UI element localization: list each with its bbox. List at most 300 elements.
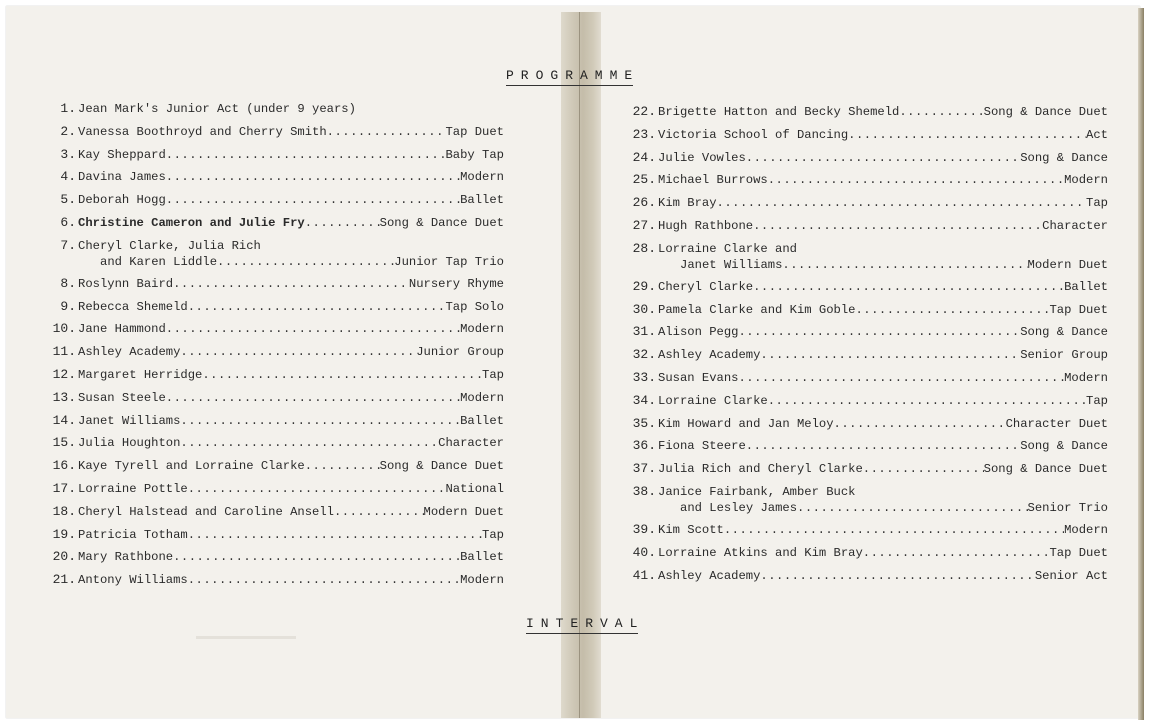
entry-body	[658, 150, 1108, 173]
dot-leader	[782, 257, 1027, 273]
performer-name: Kim Scott	[658, 522, 724, 537]
dance-style: Ballet	[460, 550, 504, 565]
entry-number: 34.	[632, 392, 656, 408]
entry-body	[658, 302, 1108, 325]
entry-line-continued	[658, 500, 1108, 516]
performer-name: Julia Houghton	[78, 436, 181, 451]
entry-line	[658, 522, 1108, 538]
performer-name: Michael Burrows	[658, 173, 768, 188]
dance-style: Song & Dance Duet	[983, 105, 1108, 119]
entry-body	[78, 572, 504, 595]
entry-line	[78, 458, 504, 474]
programme-entry	[48, 572, 504, 595]
interval-underline	[526, 633, 638, 634]
entry-line	[78, 124, 504, 140]
dance-style: Song & Dance Duet	[379, 215, 504, 230]
entry-body	[78, 215, 504, 238]
performer-name: Deborah Hogg	[78, 193, 166, 208]
entry-number: 30.	[632, 301, 656, 317]
performer-name: Vanessa Boothroyd and Cherry Smith	[78, 124, 327, 139]
entry-line	[658, 127, 1108, 143]
dance-style: Song & Dance	[1020, 439, 1108, 454]
entry-body	[658, 416, 1108, 439]
entry-number: 7.	[60, 237, 76, 253]
programme-entry	[628, 568, 1108, 591]
dot-leader	[717, 195, 1087, 211]
performer-name: Lorraine Pottle	[78, 481, 188, 496]
dance-style: Song & Dance Duet	[983, 462, 1108, 477]
entry-line	[658, 104, 1108, 120]
entry-line	[78, 169, 504, 185]
fold-crease	[579, 12, 580, 718]
entry-number: 5.	[60, 192, 76, 208]
programme-list-right	[628, 104, 1108, 590]
entry-body	[78, 169, 504, 192]
paper-edge	[1138, 8, 1144, 720]
dance-style: Senior Group	[1020, 348, 1108, 363]
programme-entry	[48, 147, 504, 170]
performer-name: Kim Howard and Jan Meloy	[658, 416, 834, 431]
performer-name: Janet Williams	[78, 413, 181, 428]
dot-leader	[746, 438, 1020, 454]
entry-number: 19.	[52, 526, 76, 542]
dot-leader	[855, 302, 1049, 318]
performer-name: Kay Sheppard	[78, 147, 166, 162]
programme-entry	[48, 192, 504, 215]
entry-body	[658, 522, 1108, 545]
entry-line	[78, 299, 504, 315]
performer-name: Julia Rich and Cheryl Clarke	[658, 462, 863, 477]
entry-number: 15.	[52, 435, 76, 451]
dance-style: Modern	[1064, 173, 1108, 188]
entry-body	[78, 321, 504, 344]
programme-entry	[628, 241, 1108, 279]
dance-style: Modern Duet	[1027, 257, 1108, 272]
performer-name: Antony Williams	[78, 573, 188, 588]
entry-line	[78, 435, 504, 451]
performer-name: Alison Pegg	[658, 325, 739, 340]
dance-style: Character	[1042, 218, 1108, 233]
programme-entry	[628, 416, 1108, 439]
entry-line	[658, 393, 1108, 409]
programme-entry	[628, 484, 1108, 522]
entry-body	[78, 299, 504, 322]
entry-body	[78, 413, 504, 436]
programme-entry	[628, 195, 1108, 218]
programme-entry	[628, 127, 1108, 150]
dance-style: Character	[438, 436, 504, 451]
entry-number: 1.	[60, 101, 76, 116]
dance-style: Nursery Rhyme	[408, 276, 504, 291]
programme-entry	[48, 299, 504, 322]
entry-number: 41.	[632, 567, 656, 583]
dance-style: Junior Tap Trio	[394, 254, 504, 269]
entry-body	[78, 101, 504, 124]
performer-name: Cheryl Halstead and Caroline Ansell	[78, 504, 334, 519]
entry-line-continued	[78, 254, 504, 270]
entry-line-continued	[658, 257, 1108, 273]
ink-smudge	[196, 636, 296, 639]
dance-style: Tap	[1086, 393, 1108, 408]
performer-name: Roslynn Baird	[78, 276, 174, 291]
entry-number: 18.	[52, 503, 76, 519]
entry-number: 28.	[632, 240, 656, 256]
entry-line	[78, 321, 504, 337]
dance-style: Tap	[1086, 196, 1108, 211]
dot-leader	[188, 572, 460, 588]
entry-line	[78, 504, 504, 520]
performer-name: Susan Evans	[658, 370, 739, 385]
entry-line	[658, 195, 1108, 211]
dot-leader	[305, 458, 380, 474]
entry-number: 32.	[632, 347, 656, 363]
entry-body	[78, 481, 504, 504]
performer-name: Cheryl Clarke, Julia Rich	[78, 238, 261, 253]
dance-style: Tap Duet	[1049, 545, 1108, 560]
entry-line	[78, 367, 504, 383]
programme-entry	[628, 150, 1108, 173]
dot-leader	[768, 393, 1086, 409]
entry-body	[658, 127, 1108, 150]
entry-line	[78, 276, 504, 292]
dance-style: Character Duet	[1005, 416, 1108, 431]
entry-body	[658, 172, 1108, 195]
entry-body	[78, 147, 504, 170]
dance-style: Tap Duet	[445, 124, 504, 139]
dance-style: Act	[1086, 127, 1108, 142]
entry-number: 17.	[52, 480, 76, 496]
programme-entry	[48, 458, 504, 481]
entry-number: 29.	[632, 278, 656, 294]
entry-number: 22.	[632, 104, 656, 119]
entry-line	[658, 241, 1108, 257]
entry-line	[658, 172, 1108, 188]
performer-name: Lorraine Atkins and Kim Bray	[658, 545, 863, 560]
entry-body	[658, 393, 1108, 416]
entry-number: 27.	[632, 217, 656, 233]
performer-name: Kaye Tyrell and Lorraine Clarke	[78, 459, 305, 474]
dot-leader	[180, 435, 438, 451]
programme-entry	[48, 527, 504, 550]
dance-style: Modern Duet	[423, 504, 504, 519]
entry-body	[78, 238, 504, 276]
dot-leader	[863, 461, 984, 477]
dot-leader	[173, 549, 460, 565]
programme-entry	[628, 104, 1108, 127]
entry-number: 26.	[632, 195, 656, 211]
entry-number: 25.	[632, 172, 656, 188]
programme-entry	[628, 324, 1108, 347]
entry-body	[78, 504, 504, 527]
entry-line	[658, 370, 1108, 386]
center-fold	[561, 12, 601, 718]
dot-leader	[180, 413, 460, 429]
programme-entry	[628, 172, 1108, 195]
dot-leader	[863, 545, 1050, 561]
performer-name: Janice Fairbank, Amber Buck	[658, 484, 856, 499]
performer-name: Ashley Academy	[658, 348, 761, 363]
entry-line	[658, 347, 1108, 363]
entry-line	[658, 279, 1108, 295]
dot-leader	[753, 279, 1064, 295]
entry-line	[78, 549, 504, 565]
performer-name: Lorraine Clarke and	[658, 241, 797, 256]
entry-number: 13.	[52, 389, 76, 405]
entry-number: 38.	[632, 483, 656, 499]
entry-line	[78, 481, 504, 497]
dance-style: Song & Dance Duet	[379, 459, 504, 474]
programme-list-left	[48, 101, 504, 595]
entry-number: 2.	[60, 123, 76, 139]
entry-line	[78, 238, 504, 254]
dot-leader	[834, 416, 1006, 432]
entry-line	[78, 390, 504, 406]
performer-name: Ashley Academy	[658, 568, 761, 583]
entry-line	[658, 461, 1108, 477]
dance-style: Modern	[1064, 522, 1108, 537]
entry-line	[658, 150, 1108, 166]
entry-body	[658, 104, 1108, 127]
dance-style: Ballet	[460, 193, 504, 208]
programme-entry	[48, 413, 504, 436]
programme-entry	[48, 435, 504, 458]
performer-name: Hugh Rathbone	[658, 218, 754, 233]
performer-name: Mary Rathbone	[78, 550, 174, 565]
programme-entry	[48, 504, 504, 527]
programme-entry	[48, 367, 504, 390]
entry-body	[658, 484, 1108, 522]
performer-name: Davina James	[78, 170, 166, 185]
dance-style: Modern	[460, 390, 504, 405]
dot-leader	[217, 254, 394, 270]
entry-body	[78, 390, 504, 413]
entry-number: 8.	[60, 275, 76, 291]
dot-leader	[848, 127, 1086, 143]
entry-number: 16.	[52, 458, 76, 474]
entry-body	[658, 347, 1108, 370]
performer-name: Pamela Clarke and Kim Goble	[658, 302, 856, 317]
entry-body	[658, 568, 1108, 591]
dance-style: Senior Trio	[1027, 500, 1108, 515]
entry-line	[78, 147, 504, 163]
dot-leader	[768, 172, 1064, 188]
dot-leader	[173, 276, 409, 292]
entry-line	[658, 416, 1108, 432]
dot-leader	[180, 344, 416, 360]
entry-body	[78, 276, 504, 299]
performer-name: Patricia Totham	[78, 527, 188, 542]
entry-number: 14.	[52, 412, 76, 428]
entry-number: 4.	[60, 169, 76, 185]
entry-body	[78, 192, 504, 215]
programme-entry	[628, 302, 1108, 325]
programme-entry	[628, 545, 1108, 568]
programme-heading	[506, 68, 639, 83]
dance-style: Song & Dance	[1020, 325, 1108, 340]
dot-leader	[797, 500, 1028, 516]
dance-style: Senior Act	[1034, 568, 1108, 583]
programme-entry	[628, 461, 1108, 484]
dot-leader	[188, 527, 482, 543]
entry-number: 40.	[632, 544, 656, 560]
dance-style: Song & Dance	[1020, 150, 1108, 165]
dance-style: Baby Tap	[445, 147, 504, 162]
entry-number: 20.	[52, 549, 76, 565]
performer-name: Margaret Herridge	[78, 367, 203, 382]
performer-name: Jean Mark's Junior Act (under 9 years)	[78, 102, 356, 116]
performer-name: Brigette Hatton and Becky Shemeld	[658, 105, 900, 119]
dot-leader	[166, 390, 460, 406]
entry-body	[658, 195, 1108, 218]
entry-body	[78, 344, 504, 367]
performer-name: Jane Hammond	[78, 322, 166, 337]
performer-name: Victoria School of Dancing	[658, 127, 849, 142]
entry-number: 33.	[632, 369, 656, 385]
programme-entry	[48, 344, 504, 367]
programme-entry	[48, 101, 504, 124]
entry-line	[658, 302, 1108, 318]
dance-style: Ballet	[460, 413, 504, 428]
dance-style: Modern	[460, 573, 504, 588]
performer-name-continued: and Lesley James	[680, 500, 798, 515]
entry-line	[78, 527, 504, 543]
dot-leader	[166, 192, 460, 208]
entry-number: 6.	[60, 214, 76, 230]
entry-number: 11.	[52, 344, 76, 360]
dot-leader	[899, 104, 983, 120]
programme-entry	[628, 370, 1108, 393]
entry-body	[658, 438, 1108, 461]
entry-number: 21.	[52, 572, 76, 588]
dot-leader	[334, 504, 424, 520]
dot-leader	[760, 347, 1020, 363]
programme-entry	[48, 321, 504, 344]
programme-entry	[628, 438, 1108, 461]
entry-body	[78, 458, 504, 481]
performer-name: Julie Vowles	[658, 150, 746, 165]
entry-number: 31.	[632, 324, 656, 340]
entry-body	[658, 241, 1108, 279]
entry-body	[658, 279, 1108, 302]
programme-entry	[628, 279, 1108, 302]
dot-leader	[166, 169, 460, 185]
performer-name: Ashley Academy	[78, 345, 181, 360]
entry-line	[658, 545, 1108, 561]
programme-entry	[628, 522, 1108, 545]
title-underline	[506, 85, 633, 86]
entry-body	[78, 527, 504, 550]
performer-name: Fiona Steere	[658, 439, 746, 454]
dance-style: Tap Duet	[1049, 302, 1108, 317]
dance-style: Tap	[482, 367, 504, 382]
performer-name: Rebecca Shemeld	[78, 299, 188, 314]
performer-name-continued: and Karen Liddle	[100, 254, 218, 269]
programme-entry	[48, 169, 504, 192]
entry-line	[658, 568, 1108, 584]
entry-line	[658, 324, 1108, 340]
entry-number: 12.	[52, 366, 76, 382]
programme-entry	[48, 276, 504, 299]
dot-leader	[166, 321, 460, 337]
entry-body	[658, 218, 1108, 241]
dance-style: Tap Solo	[445, 299, 504, 314]
entry-body	[78, 124, 504, 147]
entry-line	[658, 218, 1108, 234]
entry-line	[78, 572, 504, 588]
entry-number: 24.	[632, 149, 656, 165]
entry-number: 3.	[60, 146, 76, 162]
dot-leader	[188, 481, 446, 497]
entry-line	[78, 192, 504, 208]
dance-style: Ballet	[1064, 279, 1108, 294]
programme-entry	[48, 390, 504, 413]
entry-number: 10.	[52, 321, 76, 337]
programme-entry	[628, 393, 1108, 416]
programme-entry	[48, 481, 504, 504]
entry-number: 37.	[632, 461, 656, 477]
entry-number: 9.	[60, 298, 76, 314]
performer-name: Kim Bray	[658, 196, 717, 211]
programme-entry	[48, 124, 504, 147]
programme-entry	[628, 218, 1108, 241]
dot-leader	[188, 299, 446, 315]
performer-name: Cheryl Clarke	[658, 279, 754, 294]
dance-style: Tap	[482, 527, 504, 542]
entry-line	[78, 413, 504, 429]
dot-leader	[738, 324, 1020, 340]
entry-line	[78, 101, 504, 117]
entry-body	[658, 324, 1108, 347]
dance-style: Modern	[460, 170, 504, 185]
interval-heading	[526, 616, 644, 631]
entry-line	[658, 484, 1108, 500]
performer-name: Lorraine Clarke	[658, 393, 768, 408]
dot-leader	[724, 522, 1064, 538]
programme-entry	[628, 347, 1108, 370]
performer-name: Susan Steele	[78, 390, 166, 405]
dot-leader	[327, 124, 446, 140]
dot-leader	[753, 218, 1042, 234]
dot-leader	[202, 367, 482, 383]
entry-body	[78, 435, 504, 458]
dance-style: Junior Group	[416, 345, 504, 360]
entry-body	[658, 461, 1108, 484]
entry-line	[658, 438, 1108, 454]
programme-title: PROGRAMME	[506, 68, 640, 83]
entry-number: 36.	[632, 438, 656, 454]
dance-style: National	[445, 481, 504, 496]
entry-body	[78, 549, 504, 572]
dance-style: Modern	[1064, 370, 1108, 385]
performer-name-continued: Janet Williams	[680, 257, 783, 272]
dot-leader	[746, 150, 1020, 166]
entry-number: 39.	[632, 521, 656, 537]
entry-number: 23.	[632, 126, 656, 142]
entry-body	[658, 370, 1108, 393]
dance-style: Modern	[460, 322, 504, 337]
programme-entry	[48, 549, 504, 572]
entry-body	[658, 545, 1108, 568]
dot-leader	[166, 147, 446, 163]
dot-leader	[738, 370, 1064, 386]
dot-leader	[305, 215, 380, 231]
entry-body	[78, 367, 504, 390]
performer-name: Christine Cameron and Julie Fry	[78, 215, 305, 230]
programme-entry	[48, 238, 504, 276]
programme-entry	[48, 215, 504, 238]
entry-line	[78, 215, 504, 231]
entry-line	[78, 344, 504, 360]
